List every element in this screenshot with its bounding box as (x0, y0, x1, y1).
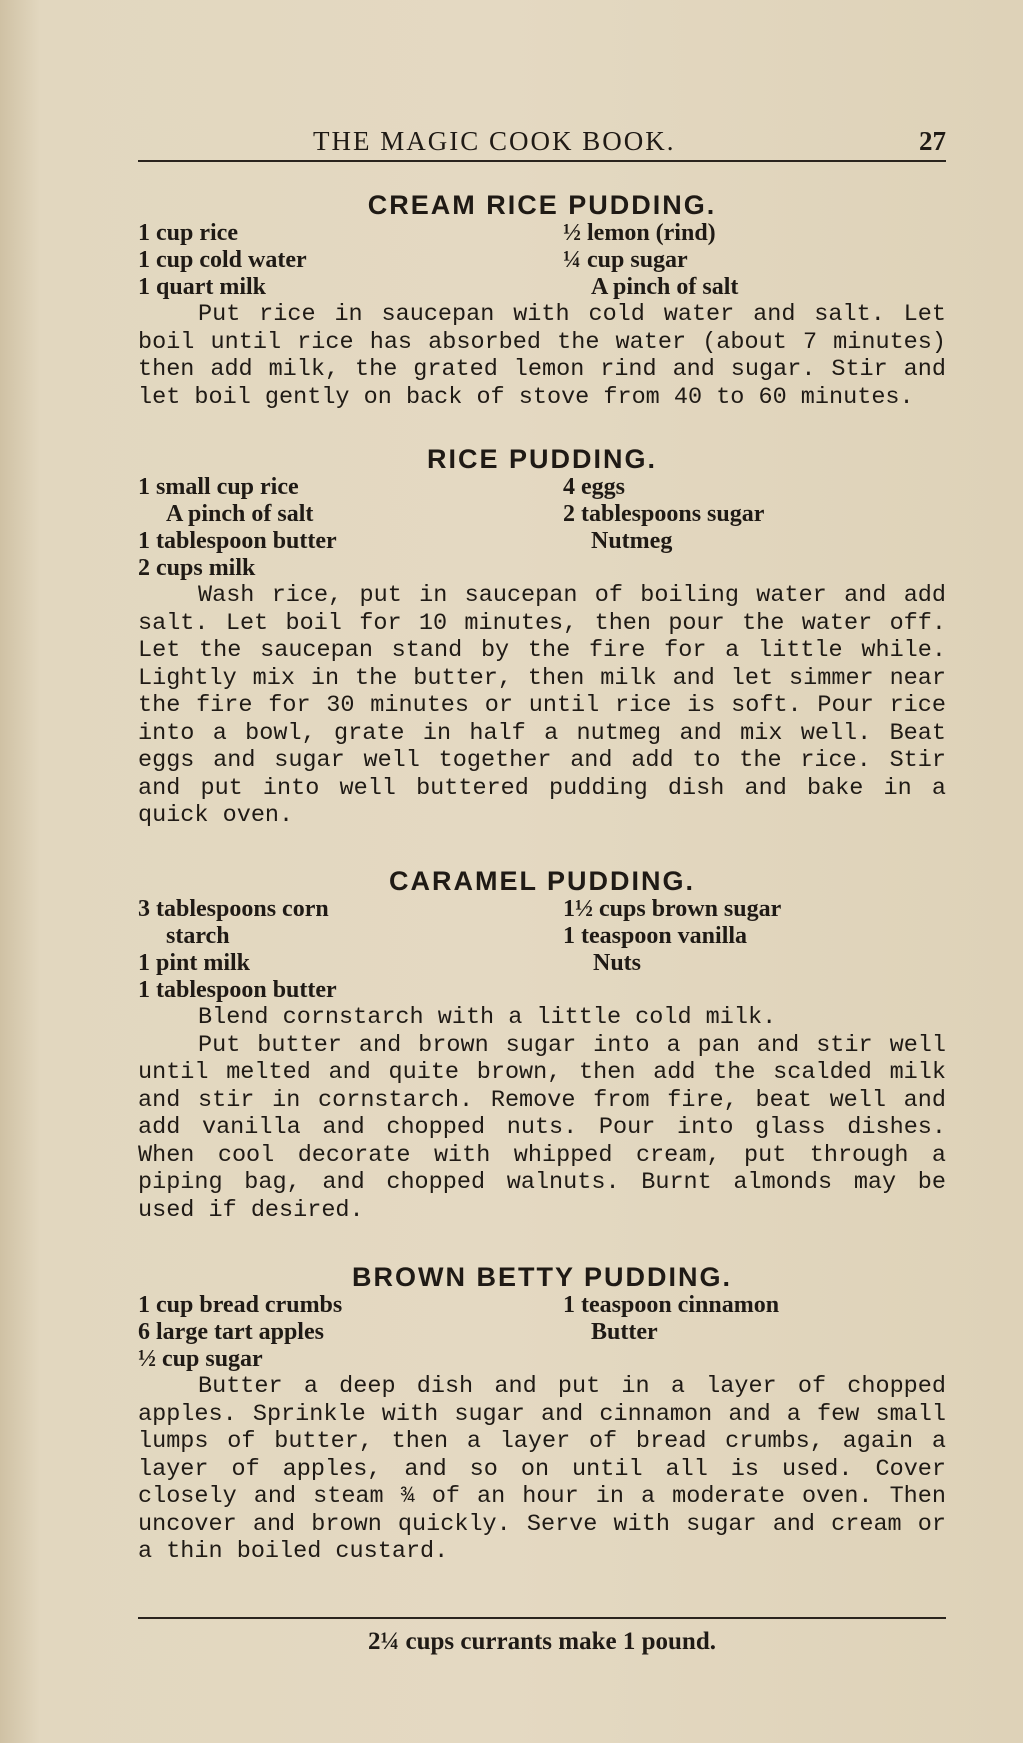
ingredients-right-column (563, 474, 946, 582)
ingredient-item: 1 tablespoon butter (138, 528, 337, 554)
recipe-title: RICE PUDDING. (426, 444, 658, 474)
ingredient-item: Butter (591, 1319, 658, 1345)
ingredient-item: 1 quart milk (138, 274, 267, 300)
recipe-title: CREAM RICE PUDDING. (367, 190, 717, 220)
ingredient-list (138, 474, 946, 582)
header-rule (138, 160, 946, 162)
ingredient-list (138, 220, 946, 301)
recipe-title: BROWN BETTY PUDDING. (351, 1262, 732, 1292)
recipe-method (138, 1004, 946, 1224)
page-number: 27 (919, 126, 946, 156)
method-paragraph: Butter a deep dish and put in a layer of chopped apples. Sprinkle with sugar and cinnamon and a few small lumps of butter, then a layer of bread crumbs, again a layer of apples, and so on until all is used. Cover closely and steam ¾ of an hour in a moderate oven. Then uncover and brown quickly. Serve with sugar and cream or a thin boiled custard. (138, 1373, 946, 1565)
ingredients-right-column (563, 896, 946, 1004)
ingredients-left-column (138, 1292, 563, 1373)
footer-note: 2¼ cups currants make 1 pound. (368, 1628, 716, 1655)
ingredient-item: A pinch of salt (591, 274, 739, 300)
ingredients-left-column (138, 220, 563, 301)
ingredient-list (138, 896, 946, 1004)
ingredient-item: 1 tablespoon butter (138, 977, 337, 1003)
ingredients-right-column (563, 220, 946, 301)
ingredient-list (138, 1292, 946, 1373)
ingredient-item: 1 cup cold water (138, 247, 307, 273)
ingredient-item: 1 cup rice (138, 220, 238, 246)
ingredient-item: Nutmeg (591, 528, 673, 554)
ingredient-item: 6 large tart apples (138, 1319, 324, 1345)
running-title: THE MAGIC COOK BOOK. (313, 126, 676, 156)
ingredients-left-column (138, 474, 563, 582)
ingredient-item: 1½ cups brown sugar (563, 896, 782, 922)
ingredient-item: 2 cups milk (138, 555, 256, 581)
ingredients-left-column (138, 896, 563, 1004)
footer-rule (138, 1617, 946, 1619)
recipe-title: CARAMEL PUDDING. (388, 866, 695, 896)
recipe-method (138, 1373, 946, 1566)
ingredients-right-column (563, 1292, 946, 1373)
ingredient-item: 1 teaspoon cinnamon (563, 1292, 780, 1318)
method-paragraph: Wash rice, put in saucepan of boiling water and add salt. Let boil for 10 minutes, then pour the water off. Let the saucepan stand by the fire for a little while. Lightly mix in the butter, then milk and let simmer near the fire for 30 minutes or until rice is soft. Pour rice into a bowl, grate in half a nutmeg and mix well. Beat eggs and sugar well together and add to the rice. Stir and put into well buttered pudding dish and bake in a quick oven. (138, 582, 946, 829)
ingredient-item: starch (166, 923, 230, 949)
ingredient-item: ½ cup sugar (138, 1346, 263, 1372)
recipe-rice-pudding (138, 444, 946, 830)
ingredient-item: 1 small cup rice (138, 474, 299, 500)
ingredient-item: 1 pint milk (138, 950, 251, 976)
ingredient-item: 1 teaspoon vanilla (563, 923, 748, 949)
ingredient-item: 3 tablespoons corn (138, 896, 329, 922)
recipe-caramel-pudding (138, 866, 946, 1224)
ingredient-item: 2 tablespoons sugar (563, 501, 765, 527)
ingredient-item: Nuts (593, 950, 642, 976)
recipe-cream-rice-pudding (138, 190, 946, 411)
ingredient-item: ¼ cup sugar (563, 247, 688, 273)
method-paragraph: Put rice in saucepan with cold water and salt. Let boil until rice has absorbed the water (about 7 minutes) then add milk, the grated lemon rind and sugar. Stir and let boil gently on back of stove from 40 to 60 minutes. (138, 301, 946, 411)
method-paragraph: Put butter and brown sugar into a pan and stir well until melted and quite brown, then add the scalded milk and stir in cornstarch. Remove from fire, beat well and add vanilla and chopped nuts. Pour into glass dishes. When cool decorate with whipped cream, put through a piping bag, and chopped walnuts. Burnt almonds may be used if desired. (138, 1031, 946, 1224)
method-paragraph: Blend cornstarch with a little cold milk. (198, 1004, 777, 1031)
ingredient-item: 1 cup bread crumbs (138, 1292, 343, 1318)
ingredient-item: 4 eggs (563, 474, 625, 500)
recipe-method (138, 582, 946, 830)
ingredient-item: ½ lemon (rind) (563, 220, 716, 246)
recipe-brown-betty-pudding (138, 1262, 946, 1566)
ingredient-item: A pinch of salt (166, 501, 314, 527)
recipe-method (138, 301, 946, 411)
